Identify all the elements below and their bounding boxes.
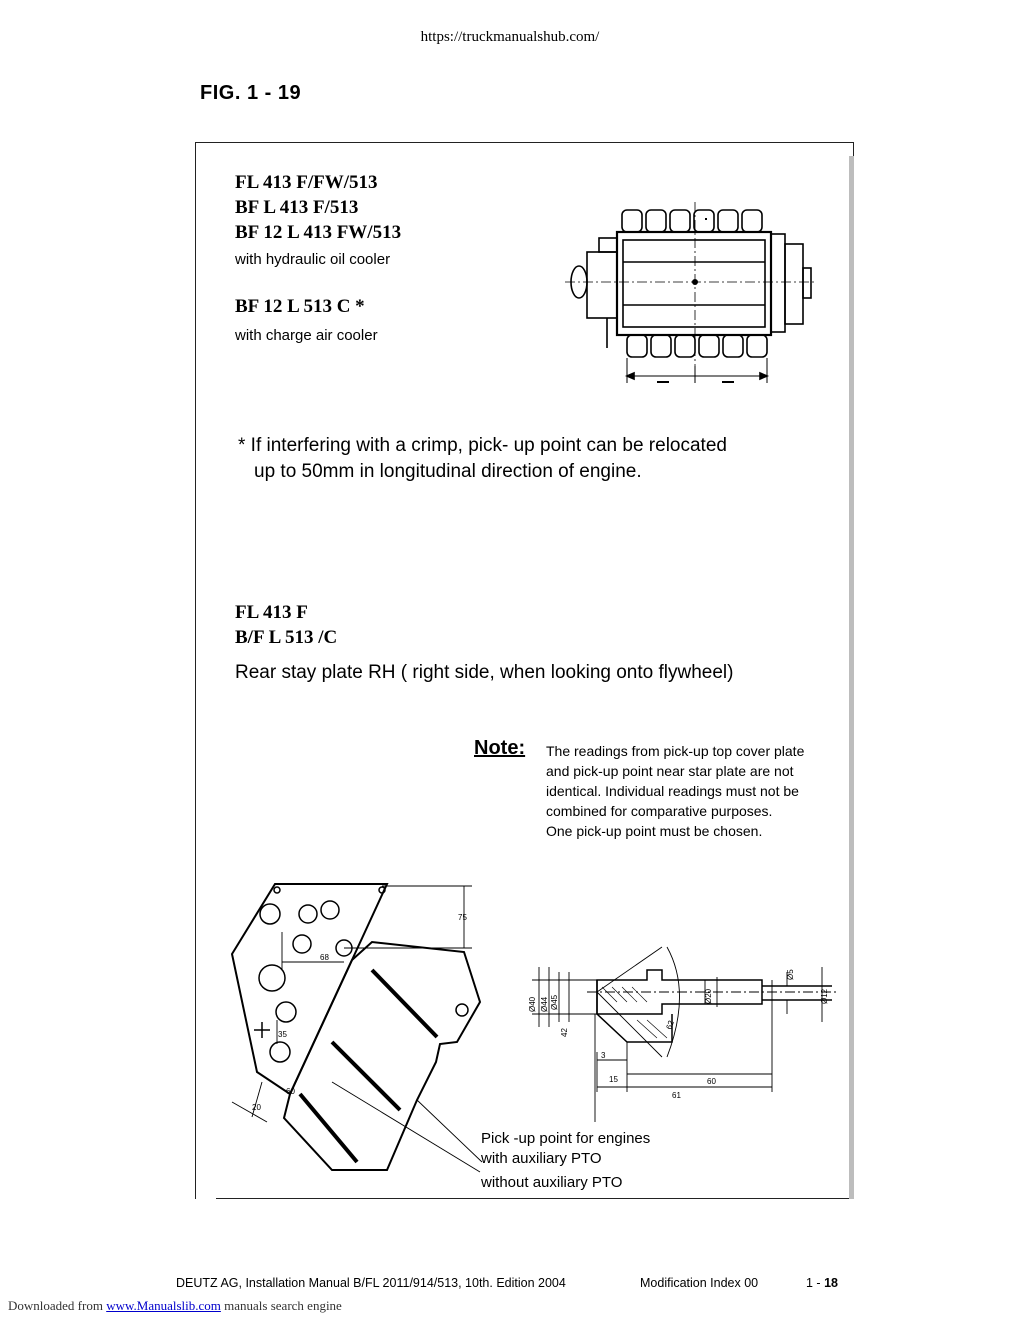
note-label: Note: xyxy=(474,737,526,759)
plate-dim-35: 35 xyxy=(278,1030,287,1039)
footnote-line-1: * If interfering with a crimp, pick- up point can be relocated xyxy=(238,435,727,456)
note-line: The readings from pick-up top cover plate xyxy=(546,743,805,759)
page-prefix: 1 - xyxy=(806,1276,825,1290)
pickup-dim-60: 60 xyxy=(707,1077,716,1086)
manualslib-link[interactable]: www.Manualslib.com xyxy=(106,1298,221,1313)
model-fl413f: FL 413 F xyxy=(235,602,308,623)
pickup-dim-3: 3 xyxy=(601,1051,606,1060)
pickup-label-3: without auxiliary PTO xyxy=(481,1174,623,1191)
charge-air-caption: with charge air cooler xyxy=(235,327,378,344)
pickup-dim-42: 42 xyxy=(560,1028,569,1037)
figure-title: FIG. 1 - 19 xyxy=(200,82,302,104)
pickup-dim-62: 62 xyxy=(664,1019,676,1031)
pickup-dim-45: Ø45 xyxy=(550,994,559,1010)
download-prefix: Downloaded from xyxy=(8,1298,107,1313)
footer-manual-info: DEUTZ AG, Installation Manual B/FL 2011/914/513, 10th. Edition 2004 xyxy=(176,1276,566,1290)
pickup-dim-61: 61 xyxy=(672,1091,681,1100)
model-line-1: FL 413 F/FW/513 xyxy=(235,172,378,193)
engine-top-view-drawing xyxy=(565,198,815,398)
rear-stay-caption: Rear stay plate RH ( right side, when looking onto flywheel) xyxy=(235,662,734,683)
plate-dim-20: 20 xyxy=(252,1103,261,1112)
pickup-dim-44: Ø44 xyxy=(540,996,549,1012)
model-line-2: BF L 413 F/513 xyxy=(235,197,359,218)
page-num: 18 xyxy=(824,1276,838,1290)
hydraulic-cooler-caption: with hydraulic oil cooler xyxy=(235,251,391,268)
pickup-point-section-drawing xyxy=(527,942,837,1122)
model-bfl513c: B/F L 513 /C xyxy=(235,627,338,648)
note-line: combined for comparative purposes. xyxy=(546,803,773,819)
note-text xyxy=(546,741,804,841)
pickup-dim-40: Ø40 xyxy=(528,996,537,1012)
frame-gap xyxy=(196,1196,216,1200)
note-line: One pick-up point must be chosen. xyxy=(546,823,763,839)
pickup-dim-5: Ø5 xyxy=(786,969,795,980)
pickup-dim-20: Ø20 xyxy=(704,988,713,1004)
frame-shadow xyxy=(849,156,854,1199)
download-line xyxy=(8,1298,342,1314)
plate-dim-75: 75 xyxy=(458,913,467,922)
footnote-line-2: up to 50mm in longitudinal direction of engine. xyxy=(254,461,642,482)
download-suffix: manuals search engine xyxy=(220,1298,342,1313)
pickup-label-1: Pick -up point for engines xyxy=(481,1130,651,1147)
model-line-3: BF 12 L 413 FW/513 xyxy=(235,222,402,243)
note-line: identical. Individual readings must not be xyxy=(546,783,799,799)
model-charge-air: BF 12 L 513 C * xyxy=(235,296,365,317)
footer-modification-index: Modification Index 00 xyxy=(640,1276,759,1290)
note-line: and pick-up point near star plate are not xyxy=(546,763,794,779)
footer-page-number xyxy=(806,1276,838,1290)
pickup-dim-15: 15 xyxy=(609,1075,618,1084)
stay-plate-drawing xyxy=(222,872,522,1182)
pickup-label-2: with auxiliary PTO xyxy=(481,1150,602,1167)
source-url: https://truckmanualshub.com/ xyxy=(420,29,600,45)
plate-dim-60: 60 xyxy=(286,1087,295,1096)
plate-dim-68: 68 xyxy=(320,953,329,962)
pickup-dim-12: Ø12 xyxy=(820,988,829,1004)
